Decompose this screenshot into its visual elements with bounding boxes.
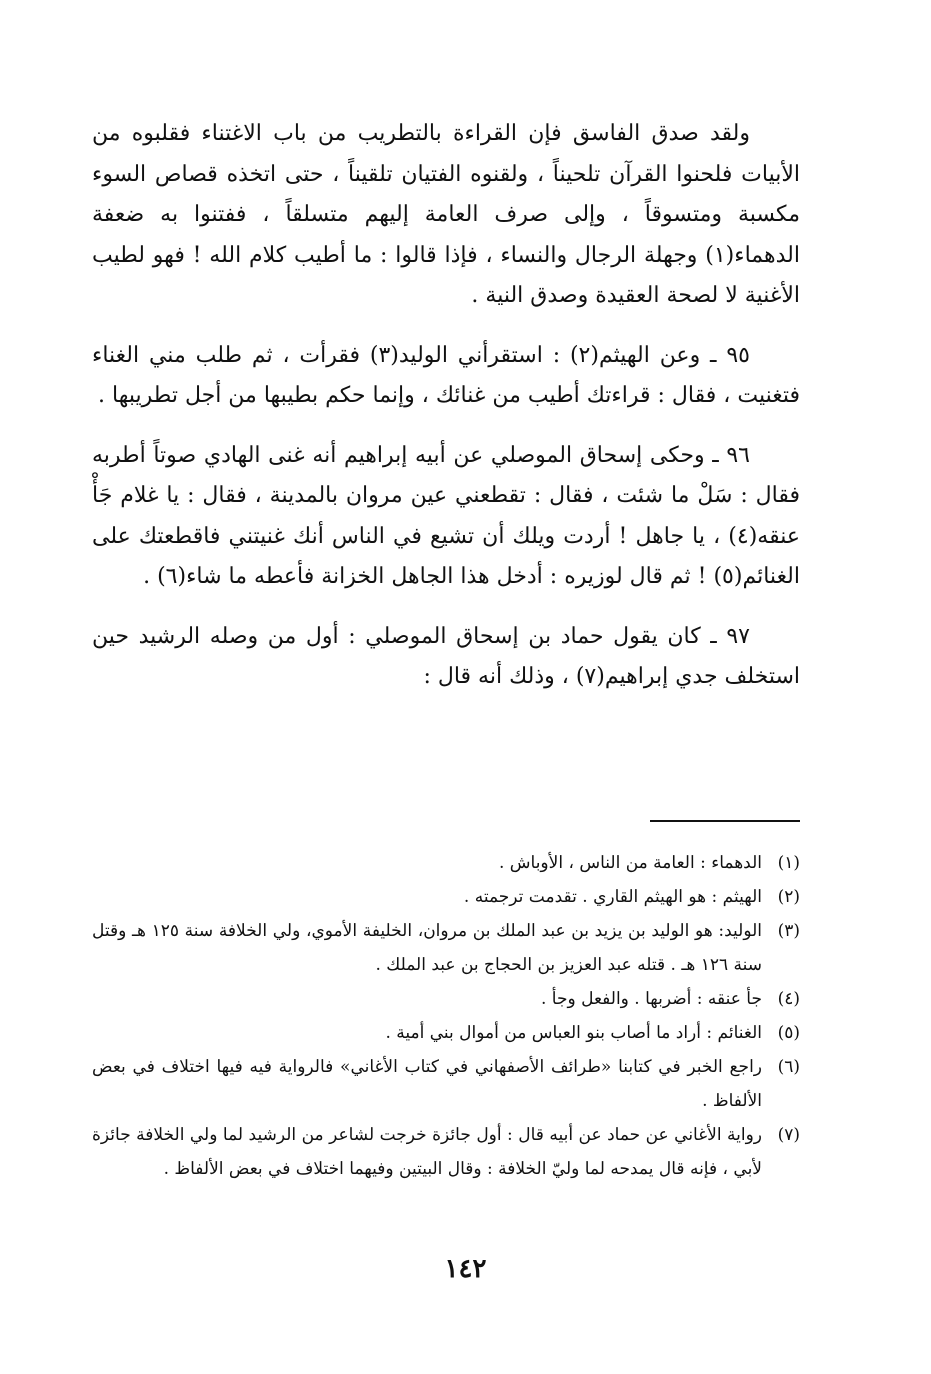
footnote-text: الدهماء : العامة من الناس ، الأوباش . bbox=[498, 853, 762, 873]
footnote-text: الوليد: هو الوليد بن يزيد بن عبد الملك بن مروان، الخليفة الأموي، ولي الخلافة سنة ١٢٥ هـ وقتل سنة ١٢٦ هـ . قتله عبد العزيز بن الحجاج بن عبد الملك . bbox=[92, 921, 762, 975]
footnote-item bbox=[92, 982, 800, 1016]
main-text bbox=[92, 114, 800, 717]
footnote-number: (٦) bbox=[777, 1057, 800, 1077]
footnote-item bbox=[92, 846, 800, 880]
footnote-number: (١) bbox=[777, 853, 800, 873]
footnote-text: جأ عنقه : أضربها . والفعل وجأ . bbox=[540, 989, 762, 1009]
footnote-number: (٢) bbox=[777, 887, 800, 907]
footnote-text: الغنائم : أراد ما أصاب بنو العباس من أموال بني أمية . bbox=[385, 1023, 762, 1043]
paragraph-95: ٩٥ ـ وعن الهيثم(٢) : استقرأني الوليد(٣) فقرأت ، ثم طلب مني الغناء فتغنيت ، فقال : قراءتك أطيب من غنائك ، وإنما حكم بطيبها من أجل تطريبها . bbox=[92, 342, 800, 408]
footnotes bbox=[92, 846, 800, 1186]
footnote-item bbox=[92, 1050, 800, 1118]
footnote-separator bbox=[650, 820, 800, 822]
page-number: ١٤٢ bbox=[444, 1254, 487, 1284]
footnote-number: (٣) bbox=[777, 921, 800, 941]
footnote-item bbox=[92, 1118, 800, 1186]
footnote-item bbox=[92, 880, 800, 914]
footnote-number: (٧) bbox=[777, 1125, 800, 1145]
footnote-text: رواية الأغاني عن حماد عن أبيه قال : أول جائزة خرجت لشاعر من الرشيد لما ولي الخلافة جائزة لأبي ، فإنه قال يمدحه لما وليّ الخلافة : وقال البيتين وفيهما اختلاف في بعض الألفاظ . bbox=[92, 1125, 762, 1179]
paragraph-96: ٩٦ ـ وحكى إسحاق الموصلي عن أبيه إبراهيم أنه غنى الهادي صوتاً أطربه فقال : سَلْ ما شئت ، فقال : تقطعني عين مروان بالمدينة ، فقال : يا غلام جَأْ عنقه(٤) ، يا جاهل ! أردت ويلك أن تشيع في الناس أنك غنيتني فاقطعتك على الغنائم(٥) ! ثم قال لوزيره : أدخل هذا الجاهل الخزانة فأعطه ما شاء(٦) . bbox=[92, 442, 800, 589]
paragraph-97: ٩٧ ـ كان يقول حماد بن إسحاق الموصلي : أول من وصله الرشيد حين استخلف جدي إبراهيم(٧) ، وذلك أنه قال : bbox=[92, 623, 800, 689]
footnote-number: (٥) bbox=[777, 1023, 800, 1043]
footnote-text: الهيثم : هو الهيثم القاري . تقدمت ترجمته . bbox=[463, 887, 762, 907]
footnote-item bbox=[92, 1016, 800, 1050]
footnote-text: راجع الخبر في كتابنا «طرائف الأصفهاني في كتاب الأغاني» فالرواية فيه فيها اختلاف في بعض الألفاظ . bbox=[92, 1057, 762, 1111]
footnote-number: (٤) bbox=[777, 989, 800, 1009]
paragraph-intro: ولقد صدق الفاسق فإن القراءة بالتطريب من باب الاغتناء فقلبوه من الأبيات فلحنوا القرآن تلحيناً ، ولقنوه الفتيان تلقيناً ، حتى اتخذه قصاص السوء مكسبة ومتسوقاً ، وإلى صرف العامة إليهم متسلقاً ، ففتنوا به ضعفة الدهماء(١) وجهلة الرجال والنساء ، فإذا قالوا : ما أطيب كلام الله ! فهو لطيب الأغنية لا لصحة العقيدة وصدق النية . bbox=[92, 121, 800, 308]
footnote-item bbox=[92, 914, 800, 982]
